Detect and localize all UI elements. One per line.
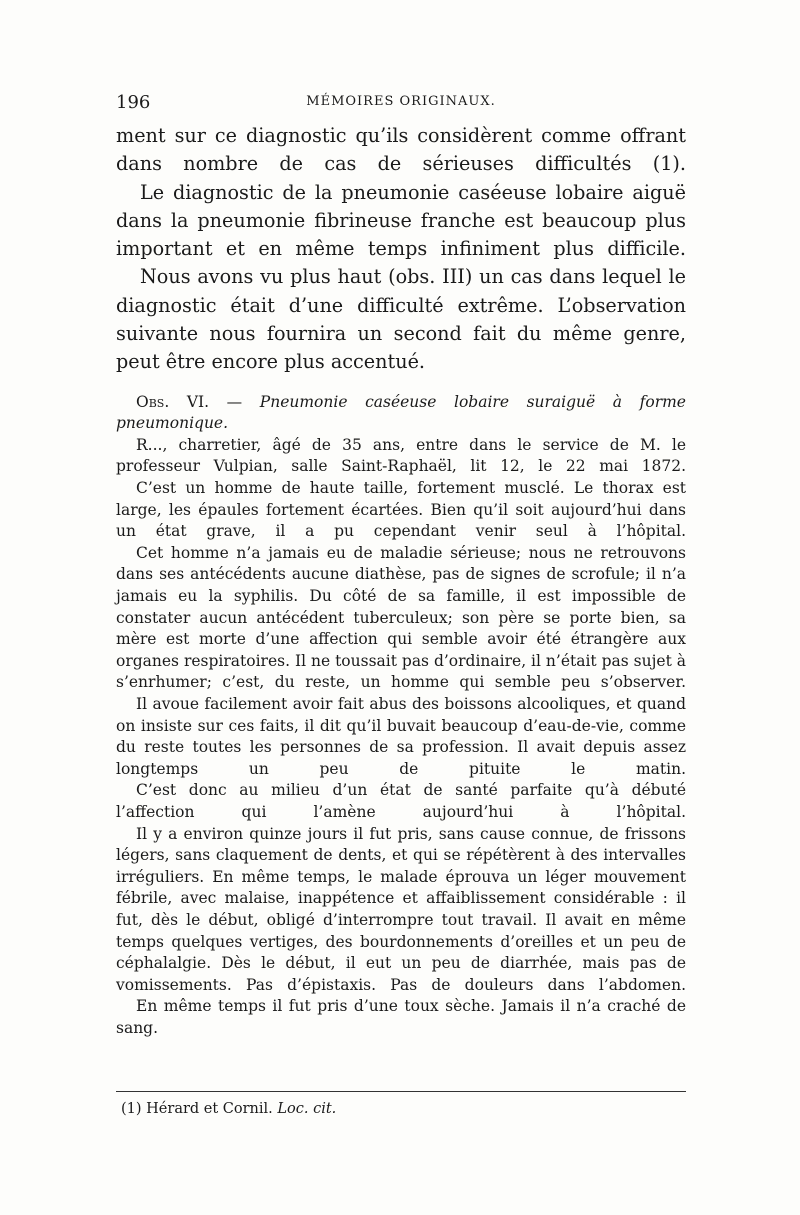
intro-paragraph: Nous avons vu plus haut (obs. III) un cas dans lequel le diagnostic était d’une difficulté extrême. L’observation suivante nous fournira un second fait du même genre, peut être encore plus accentué. <box>116 265 686 374</box>
page <box>116 92 686 1039</box>
footnote-marker: (1) <box>121 1101 142 1117</box>
observation-dash: — <box>209 392 260 411</box>
observation-paragraph: R..., charretier, âgé de 35 ans, entre dans le service de M. le professeur Vulpian, salle Saint-Raphaël, lit 12, le 22 mai 1872. <box>116 435 686 476</box>
observation-paragraph: Il y a environ quinze jours il fut pris, sans cause connue, de frissons légers, sans claquement de dents, et qui se répétèrent à des intervalles irréguliers. En même temps, le malade éprouva un léger mouvement fébrile, avec malaise, inappétence et affaiblissement considérable : il fut, dès le début, obligé d’interrompre tout travail. Il avait en même temps quelques vertiges, des bourdonnements d’oreilles et un peu de céphalalgie. Dès le début, il eut un peu de diarrhée, mais pas de vomissements. Pas d’épistaxis. Pas de douleurs dans l’abdomen. <box>116 824 686 994</box>
observation-paragraph: Il avoue facilement avoir fait abus des boissons alcooliques, et quand on insiste sur ces faits, il dit qu’il buvait beaucoup d’eau-de-vie, comme du reste toutes les personnes de sa profession. Il avait depuis assez longtemps un peu de pituite le matin. <box>116 694 686 778</box>
observation-label: Obs. VI. <box>136 392 210 411</box>
observation-title: Pneumonie caséeuse lobaire suraiguë à forme pneumonique. <box>116 392 686 433</box>
footnote-ref: Loc. cit. <box>277 1101 337 1117</box>
observation <box>116 392 686 1040</box>
observation-paragraph: En même temps il fut pris d’une toux sèche. Jamais il n’a craché de sang. <box>116 997 686 1037</box>
intro-paragraph: Le diagnostic de la pneumonie caséeuse lobaire aiguë dans la pneumonie fibrineuse franche est beaucoup plus important et en même temps infiniment plus difficile. <box>116 180 686 261</box>
footnote-rule <box>116 1091 686 1092</box>
page-header <box>116 92 686 122</box>
observation-heading <box>116 392 686 435</box>
intro-text <box>116 122 686 377</box>
observation-paragraph: Cet homme n’a jamais eu de maladie sérieuse; nous ne retrouvons dans ses antécédents aucune diathèse, pas de signes de scrofule; il n’a jamais eu la syphilis. Du côté de sa famille, il est impossible de constater aucun antécédent tuberculeux; son père se porte bien, sa mère est morte d’une affection qui semble avoir été étrangère aux organes respiratoires. Il ne toussait pas d’ordinaire, il n’était pas sujet à s’enrhumer; c’est, du reste, un homme qui semble peu s’observer. <box>116 543 686 692</box>
footnote-authors: Hérard et Cornil. <box>146 1101 273 1117</box>
footnote <box>121 1100 336 1118</box>
page-number: 196 <box>116 92 151 113</box>
running-title: MÉMOIRES ORIGINAUX. <box>306 94 496 109</box>
intro-paragraph: ment sur ce diagnostic qu’ils considèrent comme offrant dans nombre de cas de sérieuses difficultés (1). <box>116 124 686 176</box>
observation-paragraph: C’est un homme de haute taille, fortement musclé. Le thorax est large, les épaules fortement écartées. Bien qu’il soit aujourd’hui dans un état grave, il a pu cependant venir seul à l’hôpital. <box>116 479 686 541</box>
observation-paragraph: C’est donc au milieu d’un état de santé parfaite qu’à débuté l’affection qui l’amène aujourd’hui à l’hôpital. <box>116 781 686 821</box>
